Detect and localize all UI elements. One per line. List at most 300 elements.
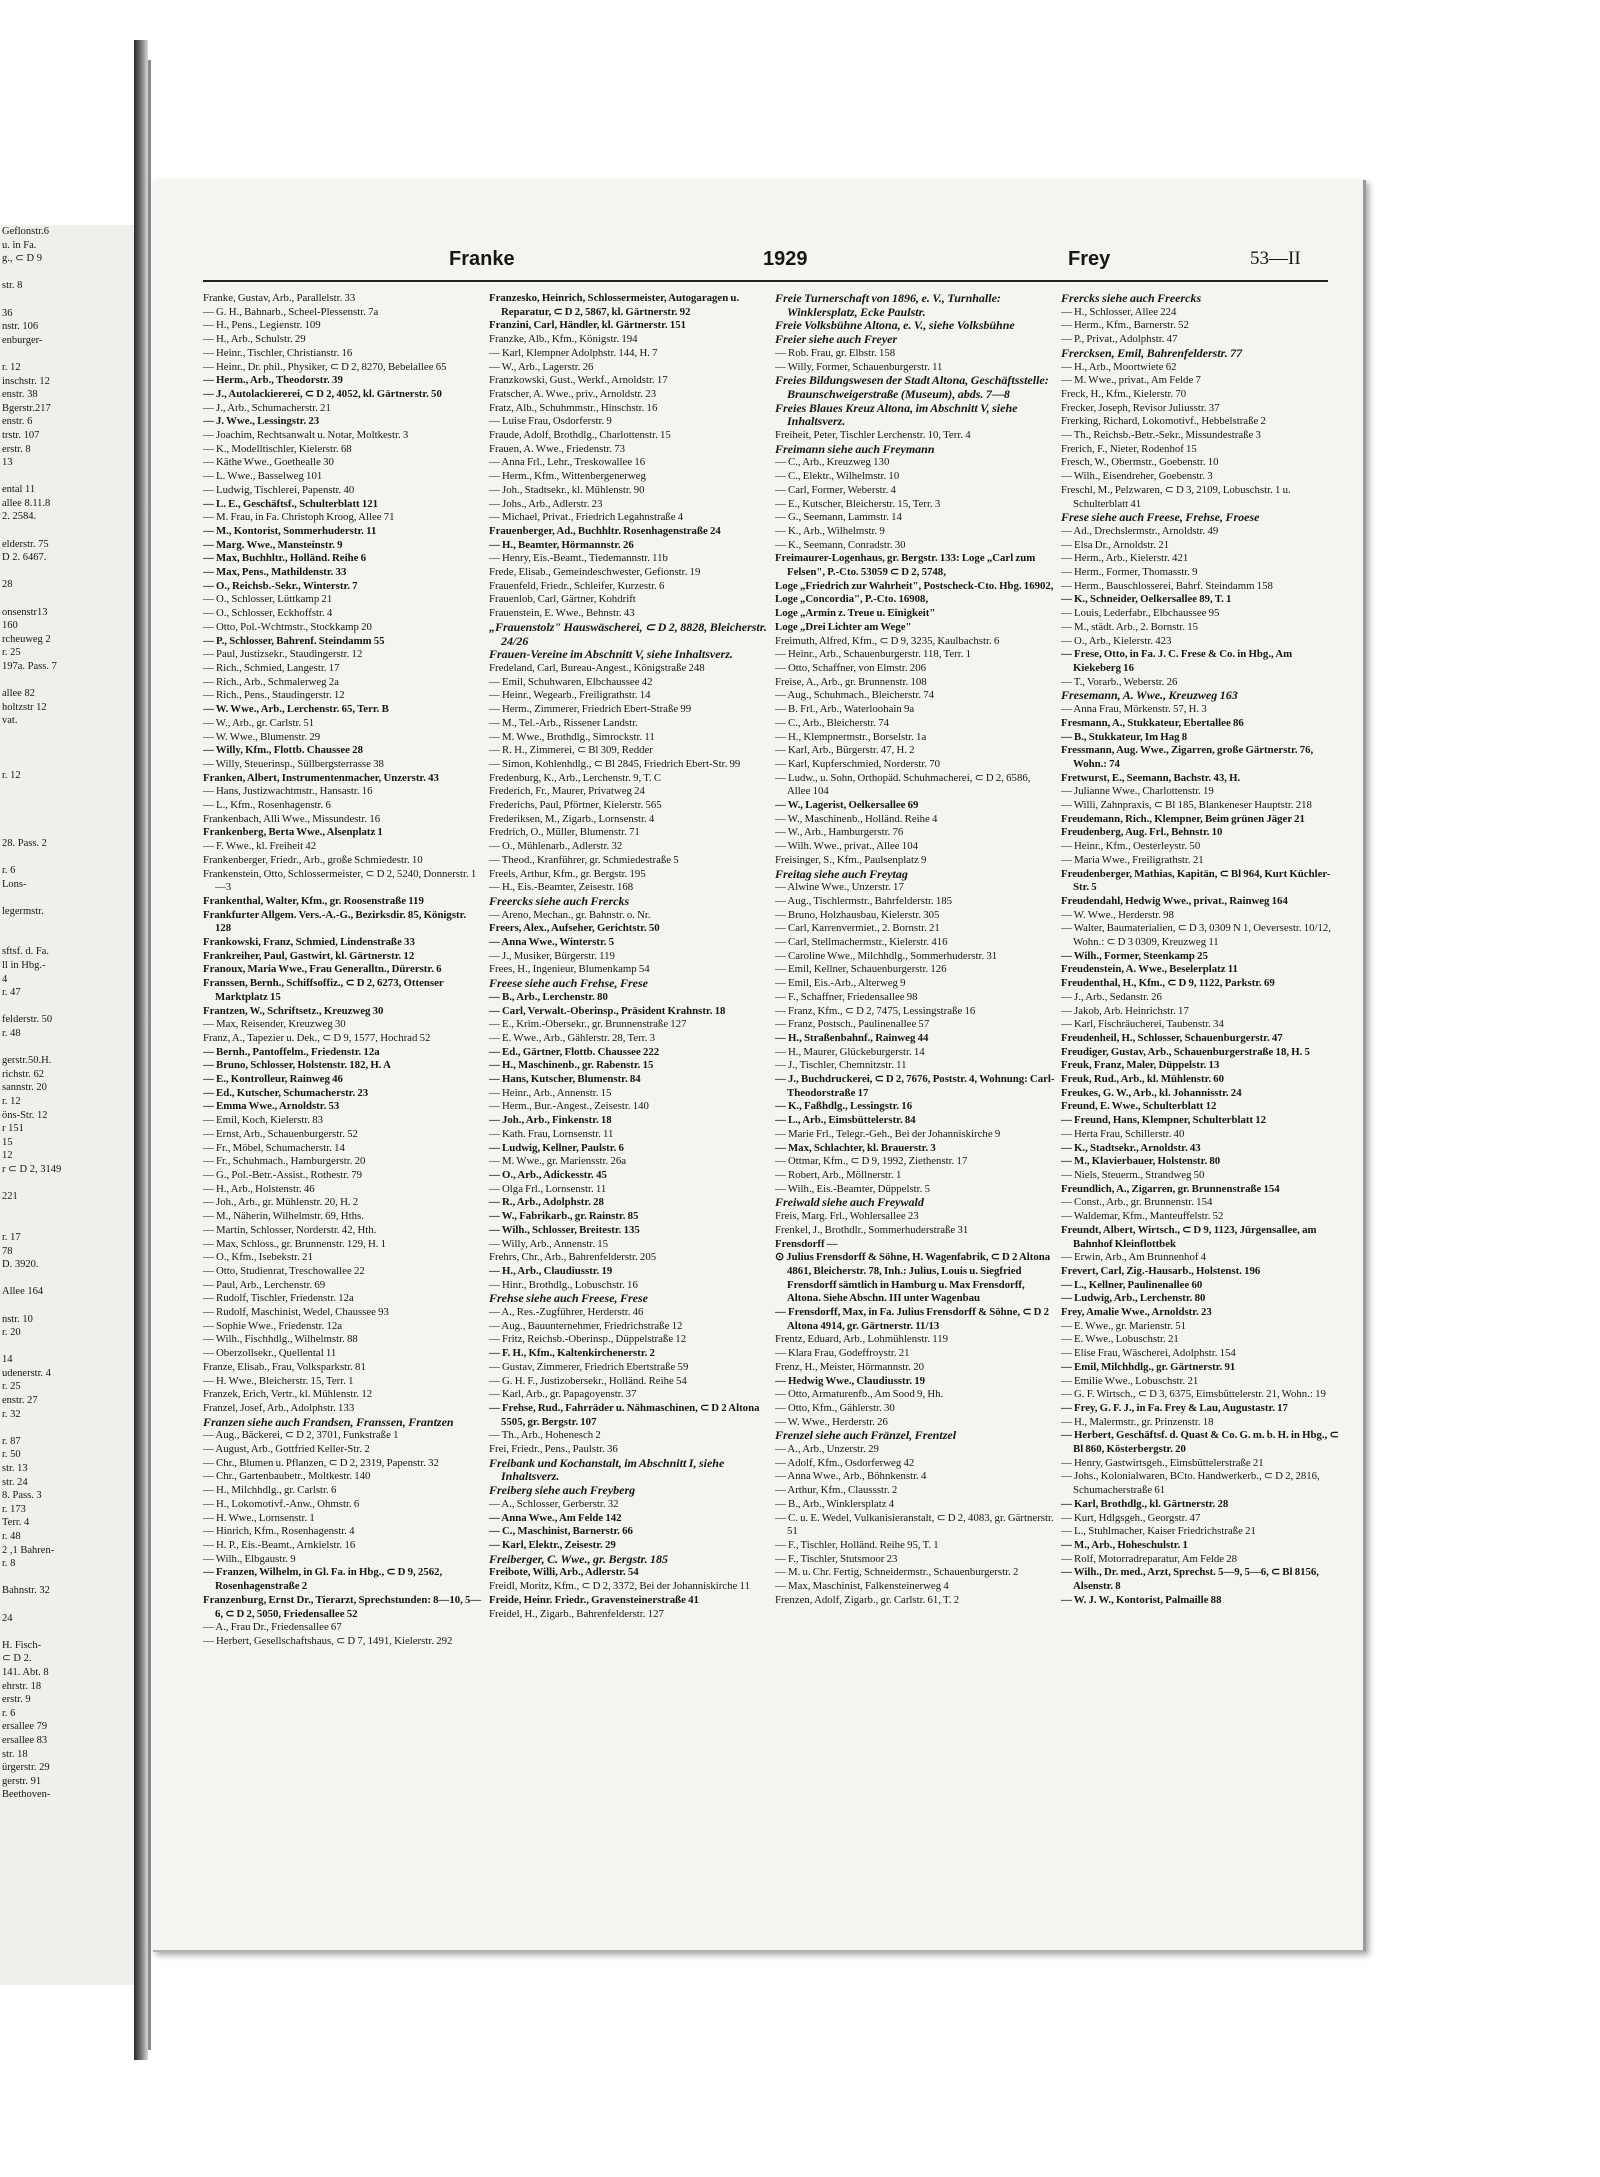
directory-entry: Freers, Alex., Aufseher, Gerichtstr. 50 bbox=[489, 922, 660, 935]
directory-entry: — M. Wwe., privat., Am Felde 7 bbox=[1061, 374, 1201, 387]
directory-entry: — A., Res.-Zugführer, Herderstr. 46 bbox=[489, 1306, 644, 1319]
directory-entry: Freudiger, Gustav, Arb., Schauenburgerstraße 18, H. 5 bbox=[1061, 1045, 1310, 1058]
prev-page-line: str. 24 bbox=[2, 1476, 28, 1488]
directory-entry: Frede, Elisab., Gemeindeschwester, Gefionstr. 19 bbox=[489, 566, 701, 579]
directory-entry: Frenzen, Adolf, Zigarb., gr. Carlstr. 61, T. 2 bbox=[775, 1593, 960, 1606]
directory-entry: — Elise Frau, Wäscherei, Adolphstr. 154 bbox=[1061, 1347, 1236, 1360]
directory-entry: — Henry, Eis.-Beamt., Tiedemannstr. 11b bbox=[489, 552, 668, 565]
directory-entry: — Willy, Steuerinsp., Süllbergsterrasse 38 bbox=[203, 757, 384, 770]
directory-entry: Freibank und Kochanstalt, im Abschnitt I, siehe Inhaltsverz. bbox=[489, 1455, 725, 1484]
directory-entry: — Franzen, Wilhelm, in Gl. Fa. in Hbg., ⊂ D 9, 2562, Rosenhagenstraße 2 bbox=[203, 1566, 443, 1593]
directory-entry: — F. H., Kfm., Kaltenkirchenerstr. 2 bbox=[489, 1347, 655, 1360]
directory-entry: Frentz, Eduard, Arb., Lohmühlenstr. 119 bbox=[775, 1333, 949, 1346]
directory-entry: — H., Maurer, Glückeburgerstr. 14 bbox=[775, 1045, 925, 1058]
prev-page-line: r. 25 bbox=[2, 647, 21, 659]
directory-entry: — Aug., Tischlermstr., Bahrfelderstr. 185 bbox=[775, 894, 953, 907]
directory-entry: — Paul, Arb., Lerchenstr. 69 bbox=[203, 1278, 326, 1291]
directory-entry: Frauenlob, Carl, Gärtner, Kohdrift bbox=[489, 593, 636, 606]
directory-entry: — Max, Maschinist, Falkensteinerweg 4 bbox=[775, 1580, 949, 1593]
prev-page-line: 141. Abt. 8 bbox=[2, 1666, 49, 1678]
directory-entry: — Rudolf, Tischler, Friedenstr. 12a bbox=[203, 1292, 354, 1305]
directory-entry: — E., Kontrolleur, Rainweg 46 bbox=[203, 1073, 343, 1086]
prev-page-line: legermstr. bbox=[2, 905, 44, 917]
directory-entry: — W., Arb., gr. Carlstr. 51 bbox=[203, 716, 315, 729]
directory-entry: — Wilh., Elbgaustr. 9 bbox=[203, 1552, 296, 1565]
prev-page-line: enstr. 6 bbox=[2, 416, 33, 428]
directory-entry: — H., Lokomotivf.-Anw., Ohmstr. 6 bbox=[203, 1497, 360, 1510]
directory-entry: Fredrich, O., Müller, Blumenstr. 71 bbox=[489, 826, 640, 839]
directory-entry: Frankenberg, Berta Wwe., Alsenplatz 1 bbox=[203, 826, 383, 839]
directory-entry: — Bernh., Pantoffelm., Friedenstr. 12a bbox=[203, 1045, 380, 1058]
directory-entry: Frauenstein, E. Wwe., Behnstr. 43 bbox=[489, 607, 635, 620]
directory-entry: — K., Arb., Wilhelmstr. 9 bbox=[775, 524, 885, 537]
directory-entry: — Oberzollsekr., Quellental 11 bbox=[203, 1347, 337, 1360]
directory-entry: Freudenberg, Aug. Frl., Behnstr. 10 bbox=[1061, 826, 1223, 839]
prev-page-line bbox=[0, 1272, 150, 1286]
directory-entry: — Chr., Blumen u. Pflanzen, ⊂ D 2, 2319, Papenstr. 32 bbox=[203, 1456, 439, 1469]
directory-entry: — Anna Wwe., Am Felde 142 bbox=[489, 1511, 622, 1524]
directory-entry: Fredeland, Carl, Bureau-Angest., Königstraße 248 bbox=[489, 661, 705, 674]
prev-page-line: Terr. 4 bbox=[2, 1517, 30, 1529]
directory-entry: Freund, E. Wwe., Schulterblatt 12 bbox=[1061, 1100, 1217, 1113]
directory-entry: — O., Kfm., Isebekstr. 21 bbox=[203, 1251, 313, 1264]
directory-entry: — Johs., Kolonialwaren, BCto. Handwerkerb., ⊂ D 2, 2816, Schumacherstraße 61 bbox=[1061, 1470, 1320, 1497]
directory-entry: — Rob. Frau, gr. Elbstr. 158 bbox=[775, 346, 896, 359]
directory-entry: — Max, Buchhltr., Holländ. Reihe 6 bbox=[203, 552, 366, 565]
prev-page-line: 28 bbox=[2, 579, 13, 591]
directory-entry: Franz, A., Tapezier u. Dek., ⊂ D 9, 1577, Hochrad 52 bbox=[203, 1031, 431, 1044]
directory-entry: Freimann siehe auch Freymann bbox=[775, 441, 935, 456]
directory-entry: — Carl, Karrenvermiet., 2. Bornstr. 21 bbox=[775, 922, 940, 935]
prev-page-line bbox=[0, 1421, 150, 1435]
directory-entry: — M., städt. Arb., 2. Bornstr. 15 bbox=[1061, 620, 1199, 633]
directory-entry: Fredenburg, K., Arb., Lerchenstr. 9, T. C bbox=[489, 771, 662, 784]
directory-entry: — M. Frau, in Fa. Christoph Kroog, Allee 71 bbox=[203, 511, 395, 524]
directory-entry: Frey, Amalie Wwe., Arnoldstr. 23 bbox=[1061, 1306, 1212, 1319]
directory-entry: — B., Arb., Winklersplatz 4 bbox=[775, 1497, 895, 1510]
prev-page-line: r. 6 bbox=[2, 1707, 16, 1719]
directory-entry: — C., Elektr., Wilhelmstr. 10 bbox=[775, 470, 900, 483]
directory-entry: — Carl, Former, Weberstr. 4 bbox=[775, 483, 896, 496]
directory-entry: — Wilh., Dr. med., Arzt, Sprechst. 5—9, 5—6, ⊂ Bl 8156, Alsenstr. 8 bbox=[1061, 1566, 1319, 1593]
directory-entry: Fresemann, A. Wwe., Kreuzweg 163 bbox=[1061, 688, 1238, 703]
directory-entry: — B., Arb., Lerchenstr. 80 bbox=[489, 990, 608, 1003]
directory-entry: Freiheit, Peter, Tischler Lerchenstr. 10, Terr. 4 bbox=[775, 429, 971, 442]
directory-entry: — A., Frau Dr., Friedensallee 67 bbox=[203, 1621, 342, 1634]
directory-entry: — Ottmar, Kfm., ⊂ D 9, 1992, Ziethenstr. 17 bbox=[775, 1155, 968, 1168]
directory-entry: Fretwurst, E., Seemann, Bachstr. 43, H. bbox=[1061, 771, 1241, 784]
directory-entry: — Heinr., Arb., Schauenburgerstr. 118, Terr. 1 bbox=[775, 648, 972, 661]
prev-page-line: udenerstr. 4 bbox=[2, 1367, 51, 1379]
directory-entry: — Otto, Studienrat, Treschowallee 22 bbox=[203, 1264, 365, 1277]
directory-entry: — H., Beamter, Hörmannstr. 26 bbox=[489, 538, 634, 551]
prev-page-line: inschstr. 12 bbox=[2, 375, 50, 387]
directory-entry: — Areno, Mechan., gr. Bahnstr. o. Nr. bbox=[489, 908, 651, 921]
directory-entry: — J., Musiker, Bürgerstr. 119 bbox=[489, 949, 615, 962]
directory-entry: — Herta Frau, Schillerstr. 40 bbox=[1061, 1127, 1185, 1140]
prev-page-line bbox=[0, 932, 150, 946]
prev-page-line: r. 47 bbox=[2, 987, 21, 999]
directory-entry: Freukes, G. W., Arb., kl. Johannisstr. 24 bbox=[1061, 1086, 1242, 1099]
directory-entry: — G. H., Bahnarb., Scheel-Plessenstr. 7a bbox=[203, 305, 379, 318]
directory-entry: — R., Arb., Adolphstr. 28 bbox=[489, 1196, 604, 1209]
directory-entry: — Jakob, Arb. Heinrichstr. 17 bbox=[1061, 1004, 1189, 1017]
prev-page-line: 2 ,1 Bahren- bbox=[2, 1544, 55, 1556]
directory-entry: — W., Maschinenb., Holländ. Reihe 4 bbox=[775, 812, 938, 825]
directory-entry: — Marie Frl., Telegr.-Geh., Bei der Johanniskirche 9 bbox=[775, 1127, 1001, 1140]
directory-entry: Freck, H., Kfm., Kielerstr. 70 bbox=[1061, 387, 1187, 400]
directory-entry: — C. u. E. Wedel, Vulkanisieranstalt, ⊂ D 2, 4083, gr. Gärtnerstr. 51 bbox=[775, 1511, 1054, 1538]
directory-entry: — Caroline Wwe., Milchhdlg., Sommerhuderstr. 31 bbox=[775, 949, 998, 962]
directory-entry: — Emil, Milchhdlg., gr. Gärtnerstr. 91 bbox=[1061, 1360, 1236, 1373]
directory-entry: Franzel, Josef, Arb., Adolphstr. 133 bbox=[203, 1401, 355, 1414]
directory-entry: — B. Frl., Arb., Waterloohain 9a bbox=[775, 703, 915, 716]
prev-page-line: u. in Fa. bbox=[2, 239, 37, 251]
directory-entry: — O., Schlosser, Lüttkamp 21 bbox=[203, 593, 333, 606]
directory-entry: — Frensdorff, Max, in Fa. Julius Frensdorff & Söhne, ⊂ D 2 Altona 4914, gr. Gärtnerstr. 11/13 bbox=[775, 1306, 1049, 1332]
directory-entry: — J., Tischler, Chemnitzstr. 11 bbox=[775, 1059, 907, 1072]
directory-entry: Frederiksen, M., Zigarb., Lornsenstr. 4 bbox=[489, 812, 655, 825]
directory-entry: — Max, Reisender, Kreuzweg 30 bbox=[203, 1018, 346, 1031]
directory-entry: — K., Modelltischler, Kielerstr. 68 bbox=[203, 442, 352, 455]
prev-page-line: sannstr. 20 bbox=[2, 1082, 47, 1094]
directory-entry: Frankenbach, Alli Wwe., Missundestr. 16 bbox=[203, 812, 381, 825]
prev-page-line bbox=[0, 918, 150, 932]
directory-entry: — Otto, Armaturenfb., Am Sood 9, Hh. bbox=[775, 1388, 944, 1401]
directory-entry: — Klara Frau, Godeffroystr. 21 bbox=[775, 1347, 910, 1360]
directory-entry: — J., Arb., Schumacherstr. 21 bbox=[203, 401, 331, 414]
prev-page-line: r. 20 bbox=[2, 1327, 21, 1339]
directory-entry: Franzenburg, Ernst Dr., Tierarzt, Sprechstunden: 8—10, 5—6, ⊂ D 2, 5050, Friedensallee 52 bbox=[203, 1593, 482, 1620]
directory-entry: Freschl, M., Pelzwaren, ⊂ D 3, 2109, Lobuschstr. 1 u. Schulterblatt 41 bbox=[1061, 483, 1291, 510]
prev-page-line bbox=[0, 796, 150, 810]
prev-page-line: 28. Pass. 2 bbox=[2, 837, 47, 849]
directory-entry: — Marg. Wwe., Mansteinstr. 9 bbox=[203, 538, 343, 551]
directory-entry: — F. Wwe., kl. Freiheit 42 bbox=[203, 840, 317, 853]
directory-entry: — K., Seemann, Conradstr. 30 bbox=[775, 538, 906, 551]
directory-entry: Frantzen, W., Schriftsetz., Kreuzweg 30 bbox=[203, 1004, 384, 1017]
directory-entry: — K., Faßhdlg., Lessingstr. 16 bbox=[775, 1100, 913, 1113]
prev-page-line bbox=[0, 1041, 150, 1055]
directory-entry: — M., Arb., Hoheschulstr. 1 bbox=[1061, 1538, 1188, 1551]
directory-entry: Freiberg siehe auch Freyberg bbox=[489, 1483, 636, 1498]
prev-page-line: allee 8.11.8 bbox=[2, 497, 51, 509]
prev-page-line bbox=[0, 347, 150, 361]
prev-page-line bbox=[0, 1177, 150, 1191]
directory-entry: Freimuth, Alfred, Kfm., ⊂ D 9, 3235, Kaulbachstr. 6 bbox=[775, 634, 1000, 647]
directory-entry: — Rich., Arb., Schmalerweg 2a bbox=[203, 675, 339, 688]
prev-page-line: ll in Hbg.- bbox=[2, 960, 46, 972]
prev-page-line: 13 bbox=[2, 457, 13, 469]
directory-entry: — Käthe Wwe., Goethealle 30 bbox=[203, 456, 334, 469]
prev-page-line: r ⊂ D 2, 3149 bbox=[2, 1163, 62, 1175]
prev-page-line bbox=[0, 565, 150, 579]
directory-entry: — O., Arb., Kielerstr. 423 bbox=[1061, 634, 1172, 647]
directory-entry: — A., Arb., Unzerstr. 29 bbox=[775, 1443, 879, 1456]
directory-entry: — Emilie Wwe., Lobuschstr. 21 bbox=[1061, 1374, 1199, 1387]
directory-entry: — Karl, Arb., gr. Papagoyenstr. 37 bbox=[489, 1388, 637, 1401]
prev-page-line: Geflonstr.6 bbox=[2, 226, 49, 237]
directory-entry: Franze, Elisab., Frau, Volksparkstr. 81 bbox=[203, 1360, 366, 1373]
directory-entry: — Simon, Kohlenhdlg., ⊂ Bl 2845, Friedrich Ebert-Str. 99 bbox=[489, 757, 741, 770]
directory-entry: — Herm., Kfm., Barnerstr. 52 bbox=[1061, 319, 1189, 332]
prev-page-line: Lons- bbox=[2, 878, 27, 890]
directory-entry: — L. E., Geschäftsf., Schulterblatt 121 bbox=[203, 497, 379, 510]
directory-entry: — H., Arb., Schulstr. 29 bbox=[203, 333, 306, 346]
directory-entry: — Hedwig Wwe., Claudiusstr. 19 bbox=[775, 1374, 926, 1387]
directory-entry: — Chr., Gartenbaubetr., Moltkestr. 140 bbox=[203, 1470, 371, 1483]
directory-entry: — H., Maschinenb., gr. Rabenstr. 15 bbox=[489, 1059, 654, 1072]
directory-entry: Freis, Marg. Frl., Wohlersallee 23 bbox=[775, 1210, 919, 1223]
directory-entry: — Emil, Eis.-Arb., Alterweg 9 bbox=[775, 977, 906, 990]
directory-entry: Frankfurter Allgem. Vers.-A.-G., Bezirksdir. 85, Königstr. 128 bbox=[203, 908, 467, 935]
directory-entry: — J., Autolackiererei, ⊂ D 2, 4052, kl. Gärtnerstr. 50 bbox=[203, 387, 442, 400]
directory-entry: — O., Mühlenarb., Adlerstr. 32 bbox=[489, 840, 623, 853]
directory-entry: — Herm., Arb., Theodorstr. 39 bbox=[203, 374, 343, 387]
directory-entry: — Franz, Kfm., ⊂ D 2, 7475, Lessingstraße 16 bbox=[775, 1004, 976, 1017]
directory-entry: — Ludw., u. Sohn, Orthopäd. Schuhmacherei, ⊂ D 2, 6586, Allee 104 bbox=[775, 771, 1031, 798]
directory-entry: — Julianne Wwe., Charlottenstr. 19 bbox=[1061, 785, 1214, 798]
directory-entry: Freudemann, Rich., Klempner, Beim grünen Jäger 21 bbox=[1061, 812, 1305, 825]
prev-page-line: gerstr. 91 bbox=[2, 1775, 42, 1787]
directory-entry: Franken, Albert, Instrumentenmacher, Unzerstr. 43 bbox=[203, 771, 439, 784]
directory-entry: — Emil, Koch, Kielerstr. 83 bbox=[203, 1114, 324, 1127]
directory-entry: Loge „Drei Lichter am Wege" bbox=[775, 620, 912, 633]
directory-entry: — W., Arb., Lagerstr. 26 bbox=[489, 360, 594, 373]
column-1 bbox=[203, 292, 483, 1932]
prev-page-line: r. 8 bbox=[2, 1558, 16, 1570]
directory-entry: — Anna Wwe., Winterstr. 5 bbox=[489, 936, 615, 949]
directory-entry: — Karl, Elektr., Zeisestr. 29 bbox=[489, 1538, 616, 1551]
prev-page-line: nstr. 106 bbox=[2, 321, 39, 333]
directory-entry: — Herm., Bur.-Angest., Zeisestr. 140 bbox=[489, 1100, 649, 1113]
directory-entry: Franzek, Erich, Vertr., kl. Mühlenstr. 12 bbox=[203, 1388, 373, 1401]
directory-entry: Freundt, Albert, Wirtsch., ⊂ D 9, 1123, Jürgensallee, am Bahnhof Kleinflottbek bbox=[1061, 1223, 1317, 1250]
prev-page-line: r. 6 bbox=[2, 864, 16, 876]
directory-entry: — M., Klavierbauer, Holstenstr. 80 bbox=[1061, 1155, 1221, 1168]
directory-entry: Frehrs, Chr., Arb., Bahrenfelderstr. 205 bbox=[489, 1251, 657, 1264]
directory-entry: — P., Privat., Adolphstr. 47 bbox=[1061, 333, 1178, 346]
prev-page-line: D. 3920. bbox=[2, 1259, 39, 1271]
directory-entry: — Max, Pens., Mathildenstr. 33 bbox=[203, 566, 347, 579]
directory-entry: Freidel, H., Zigarb., Bahrenfelderstr. 127 bbox=[489, 1607, 664, 1620]
prev-page-line bbox=[0, 850, 150, 864]
book-gutter bbox=[134, 40, 148, 2060]
running-head bbox=[153, 244, 1363, 274]
directory-entry: — Wilh., Former, Steenkamp 25 bbox=[1061, 949, 1208, 962]
directory-entry: — Carl, Stellmachermstr., Kielerstr. 416 bbox=[775, 936, 948, 949]
directory-entry: — Otto, Pol.-Wchtmstr., Stockkamp 20 bbox=[203, 620, 372, 633]
directory-entry: — Kurt, Hdlgsgeh., Georgstr. 47 bbox=[1061, 1511, 1201, 1524]
column-4 bbox=[1061, 292, 1341, 1932]
header-last-name: Frey bbox=[1068, 248, 1111, 270]
prev-page-line: r. 25 bbox=[2, 1381, 21, 1393]
column-3 bbox=[775, 292, 1055, 1932]
directory-entry: — O., Schlosser, Eckhoffstr. 4 bbox=[203, 607, 333, 620]
directory-entry: — Olga Frl., Lornsenstr. 11 bbox=[489, 1182, 607, 1195]
directory-entry: — B., Stukkateur, Im Hag 8 bbox=[1061, 730, 1188, 743]
directory-entry: — Luise Frau, Osdorferstr. 9 bbox=[489, 415, 612, 428]
directory-entry: — Paul, Justizsekr., Staudingerstr. 12 bbox=[203, 648, 363, 661]
directory-entry: Frenkel, J., Brothdlr., Sommerhuderstraße 31 bbox=[775, 1223, 969, 1236]
directory-entry: — Herbert, Gesellschaftshaus, ⊂ D 7, 1491, Kielerstr. 292 bbox=[203, 1634, 453, 1647]
prev-page-line: 15 bbox=[2, 1136, 13, 1148]
directory-entry: — E. Wwe., Lobuschstr. 21 bbox=[1061, 1333, 1179, 1346]
directory-entry: Franoux, Maria Wwe., Frau Generalltn., Dürerstr. 6 bbox=[203, 963, 442, 976]
prev-page-line: ental 11 bbox=[2, 484, 36, 496]
directory-entry: — M. Wwe., Brothdlg., Simrockstr. 11 bbox=[489, 730, 655, 743]
directory-entry: — W. Wwe., Herderstr. 26 bbox=[775, 1415, 888, 1428]
directory-entry: — Frehse, Rud., Fahrräder u. Nähmaschinen, ⊂ D 2 Altona 5505, gr. Bergstr. 107 bbox=[489, 1401, 760, 1428]
directory-entry: — Herbert, Geschäftsf. d. Quast & Co. G. m. b. H. in Hbg., ⊂ Bl 860, Kösterbergstr. 20 bbox=[1061, 1429, 1339, 1456]
directory-entry: Franzesko, Heinrich, Schlossermeister, Autogaragen u. Reparatur, ⊂ D 2, 5867, kl. Gärtnerstr. 92 bbox=[489, 292, 740, 318]
directory-entry: Freidl, Moritz, Kfm., ⊂ D 2, 3372, Bei der Johanniskirche 11 bbox=[489, 1580, 750, 1593]
directory-entry: — H., Schlosser, Allee 224 bbox=[1061, 305, 1177, 318]
directory-entry: — Kath. Frau, Lornsenstr. 11 bbox=[489, 1127, 614, 1140]
directory-entry: — Franz, Postsch., Paulinenallee 57 bbox=[775, 1018, 930, 1031]
directory-entry: Frankenberger, Friedr., Arb., große Schmiedestr. 10 bbox=[203, 853, 423, 866]
directory-entry: Frauenberger, Ad., Buchhltr. Rosenhagenstraße 24 bbox=[489, 524, 721, 537]
directory-entry: — Karl, Fischräucherei, Taubenstr. 34 bbox=[1061, 1018, 1224, 1031]
prev-page-line bbox=[0, 742, 150, 756]
directory-entry: — Heinr., Dr. phil., Physiker, ⊂ D 2, 8270, Bebelallee 65 bbox=[203, 360, 447, 373]
directory-entry: Freier siehe auch Freyer bbox=[775, 332, 898, 347]
directory-entry: — Freund, Hans, Klempner, Schulterblatt 12 bbox=[1061, 1114, 1267, 1127]
directory-entry: — Max, Schlachter, kl. Brauerstr. 3 bbox=[775, 1141, 936, 1154]
directory-entry: Freudendahl, Hedwig Wwe., privat., Rainweg 164 bbox=[1061, 894, 1288, 907]
directory-entry: Frees, H., Ingenieur, Blumenkamp 54 bbox=[489, 963, 650, 976]
directory-entry: Freercks siehe auch Frercks bbox=[489, 893, 630, 908]
directory-entry: — Herm., Bauschlosserei, Bahrf. Steindamm 158 bbox=[1061, 579, 1273, 592]
directory-entry: Freisinger, S., Kfm., Paulsenplatz 9 bbox=[775, 853, 927, 866]
header-rule bbox=[203, 280, 1328, 282]
directory-entry: Freie Volksbühne Altona, e. V., siehe Volksbühne bbox=[775, 318, 1015, 333]
previous-page-margin bbox=[0, 225, 150, 1985]
directory-entry: — Adolf, Kfm., Osdorferweg 42 bbox=[775, 1456, 915, 1469]
directory-entry: Frankenstein, Otto, Schlossermeister, ⊂ D 2, 5240, Donnerstr. 1—3 bbox=[203, 867, 477, 894]
directory-entry: Frensdorff — bbox=[775, 1237, 838, 1250]
directory-entry: — Emil, Kellner, Schauenburgerstr. 126 bbox=[775, 963, 947, 976]
directory-entry: — Herm., Zimmerer, Friedrich Ebert-Straße 99 bbox=[489, 703, 692, 716]
directory-entry: Frankowski, Franz, Schmied, Lindenstraße 33 bbox=[203, 936, 415, 949]
directory-entry: — Maria Wwe., Freiligrathstr. 21 bbox=[1061, 853, 1204, 866]
directory-entry: — Theod., Kranführer, gr. Schmiedestraße 5 bbox=[489, 853, 679, 866]
prev-page-line bbox=[0, 755, 150, 769]
directory-entry: — Erwin, Arb., Am Brunnenhof 4 bbox=[1061, 1251, 1207, 1264]
prev-page-line: r. 48 bbox=[2, 1028, 21, 1040]
directory-entry: Frankenthal, Walter, Kfm., gr. Roosenstraße 119 bbox=[203, 894, 424, 907]
prev-page-line: Allee 164 bbox=[2, 1286, 44, 1298]
directory-entry: Fresmann, A., Stukkateur, Ebertallee 86 bbox=[1061, 716, 1244, 729]
column-2 bbox=[489, 292, 769, 1932]
directory-entry: — Arthur, Kfm., Claussstr. 2 bbox=[775, 1484, 898, 1497]
directory-entry: — Wilh., Eis.-Beamter, Düppelstr. 5 bbox=[775, 1182, 930, 1195]
directory-entry: — L., Stuhlmacher, Kaiser Friedrichstraße 21 bbox=[1061, 1525, 1256, 1538]
prev-page-line: ersallee 79 bbox=[2, 1721, 48, 1733]
prev-page-line bbox=[0, 1625, 150, 1639]
prev-page-line bbox=[0, 810, 150, 824]
prev-page-line: str. 8 bbox=[2, 280, 23, 292]
directory-entry: ⊙ Julius Frensdorff & Söhne, H. Wagenfabrik, ⊂ D 2 Altona 4861, Bleicherstr. 78, Inh.: Julius, Louis u. Siegfried Frensdorff sämtlich in Hamburg u. Max Frensdorff, Altona. Siehe Abschn. III unter Wagenbau bbox=[775, 1251, 1051, 1305]
directory-entry: — J., Buchdruckerei, ⊂ D 2, 7676, Poststr. 4, Wohnung: Carl-Theodorstraße 17 bbox=[775, 1073, 1055, 1099]
directory-entry: — Heinr., Kfm., Oesterleystr. 50 bbox=[1061, 840, 1201, 853]
directory-entry: — Sophie Wwe., Friedenstr. 12a bbox=[203, 1319, 343, 1332]
directory-entry: Freundlich, A., Zigarren, gr. Brunnenstraße 154 bbox=[1061, 1182, 1280, 1195]
directory-entry: Freudenberger, Mathias, Kapitän, ⊂ Bl 964, Kurt Küchler-Str. 5 bbox=[1061, 867, 1331, 894]
directory-entry: Frauen, A. Wwe., Friedenstr. 73 bbox=[489, 442, 626, 455]
directory-entry: — W. Wwe., Arb., Lerchenstr. 65, Terr. B bbox=[203, 703, 389, 716]
directory-entry: Freiwald siehe auch Freywald bbox=[775, 1195, 924, 1210]
prev-page-line: erstr. 8 bbox=[2, 443, 31, 455]
prev-page-line: Bgerstr.217 bbox=[2, 402, 51, 414]
prev-page-line: felderstr. 50 bbox=[2, 1014, 53, 1026]
prev-page-line: D 2. 6467. bbox=[2, 552, 47, 564]
prev-page-line bbox=[0, 1217, 150, 1231]
directory-entry: — W. J. W., Kontorist, Palmaille 88 bbox=[1061, 1593, 1222, 1606]
directory-entry: — K., Schneider, Oelkersallee 89, T. 1 bbox=[1061, 593, 1232, 606]
directory-entry: — P., Schlosser, Bahrenf. Steindamm 55 bbox=[203, 634, 385, 647]
directory-entry: — G., Pol.-Betr.-Assist., Rothestr. 79 bbox=[203, 1169, 363, 1181]
directory-entry: — Hinrich, Kfm., Rosenhagenstr. 4 bbox=[203, 1525, 355, 1538]
directory-entry: — Hans, Kutscher, Blumenstr. 84 bbox=[489, 1073, 641, 1086]
directory-entry: Fraude, Adolf, Brothdlg., Charlottenstr. 15 bbox=[489, 429, 671, 442]
directory-entry: — Otto, Kfm., Gählerstr. 30 bbox=[775, 1401, 895, 1414]
directory-entry: — W., Lagerist, Oelkersallee 69 bbox=[775, 799, 919, 812]
directory-entry: — Elsa Dr., Arnoldstr. 21 bbox=[1061, 538, 1170, 551]
prev-page-line bbox=[0, 1340, 150, 1354]
prev-page-line: r. 12 bbox=[2, 769, 21, 781]
directory-entry: — Wilh., Fischhdlg., Wilhelmstr. 88 bbox=[203, 1333, 358, 1346]
directory-entry: — W., Fabrikarb., gr. Rainstr. 85 bbox=[489, 1210, 639, 1223]
directory-entry: — L. Wwe., Basselweg 101 bbox=[203, 470, 323, 483]
prev-page-line: r. 173 bbox=[2, 1503, 26, 1515]
directory-entry: Freese siehe auch Frehse, Frese bbox=[489, 976, 648, 991]
prev-page-line bbox=[0, 592, 150, 606]
prev-page-line: richstr. 62 bbox=[2, 1068, 44, 1080]
prev-page-line bbox=[0, 1000, 150, 1014]
directory-entry: Freudenheil, H., Schlosser, Schauenburgerstr. 47 bbox=[1061, 1031, 1283, 1044]
directory-entry: — Hinr., Brothdlg., Lobuschstr. 16 bbox=[489, 1278, 638, 1291]
directory-entry: Frauenfeld, Friedr., Schleifer, Kurzestr. 6 bbox=[489, 579, 665, 592]
prev-page-line bbox=[0, 266, 150, 280]
directory-entry: — H., Arb., Holstenstr. 46 bbox=[203, 1182, 315, 1195]
directory-entry: — H., Malermstr., gr. Prinzenstr. 18 bbox=[1061, 1415, 1214, 1428]
directory-entry: Freiberger, C. Wwe., gr. Bergstr. 185 bbox=[489, 1551, 668, 1566]
directory-entry: Frese siehe auch Freese, Frehse, Froese bbox=[1061, 510, 1260, 525]
directory-entry: — H., Eis.-Beamter, Zeisestr. 168 bbox=[489, 881, 634, 894]
directory-entry: — L., Arb., Eimsbüttelerstr. 84 bbox=[775, 1114, 916, 1127]
prev-page-line: r. 17 bbox=[2, 1231, 21, 1243]
directory-entry: — Ed., Kutscher, Schumacherstr. 23 bbox=[203, 1086, 369, 1099]
prev-page-line bbox=[0, 1299, 150, 1313]
directory-entry: — R. H., Zimmerei, ⊂ Bl 309, Redder bbox=[489, 744, 653, 757]
directory-entry: — K., Stadtsekr., Arnoldstr. 43 bbox=[1061, 1141, 1201, 1154]
prev-page-line: trstr. 107 bbox=[2, 429, 40, 441]
prev-page-line: 221 bbox=[2, 1191, 18, 1203]
directory-entry: — Aug., Bäckerei, ⊂ D 2, 3701, Funkstraße 1 bbox=[203, 1429, 399, 1442]
directory-entry: Frerking, Richard, Lokomotivf., Hebbelstraße 2 bbox=[1061, 415, 1266, 428]
directory-entry: — G. F. Wirtsch., ⊂ D 3, 6375, Eimsbüttelerstr. 21, Wohn.: 19 bbox=[1061, 1388, 1326, 1401]
prev-page-line bbox=[0, 674, 150, 688]
directory-entry: — Ludwig, Kellner, Paulstr. 6 bbox=[489, 1141, 624, 1154]
prev-page-line: 8. Pass. 3 bbox=[2, 1490, 42, 1502]
directory-entry: Freuk, Franz, Maler, Düppelstr. 13 bbox=[1061, 1059, 1220, 1072]
directory-entry: Freibote, Willi, Arb., Adlerstr. 54 bbox=[489, 1566, 639, 1579]
directory-entry: — Rich., Schmied, Langestr. 17 bbox=[203, 661, 340, 674]
prev-page-line: Beethoven- bbox=[2, 1789, 51, 1801]
directory-entry: Franzkowski, Gust., Werkf., Arnoldstr. 17 bbox=[489, 374, 668, 387]
directory-entry: — L., Kfm., Rosenhagenstr. 6 bbox=[203, 799, 331, 812]
